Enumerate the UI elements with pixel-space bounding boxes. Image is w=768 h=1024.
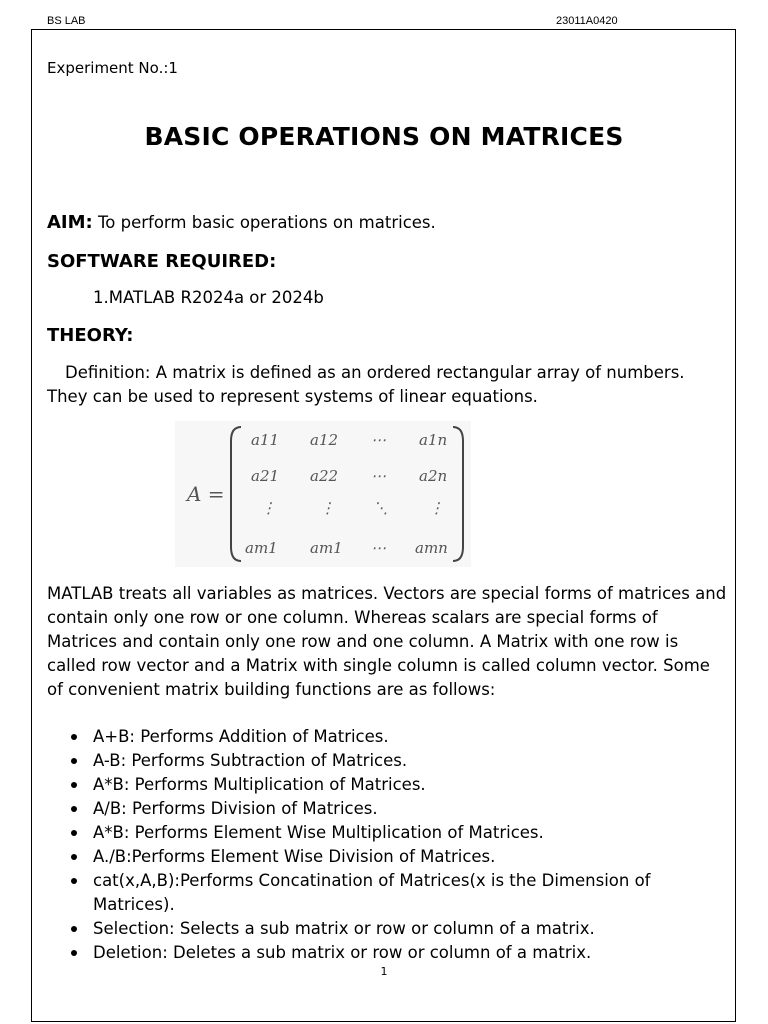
bullet-icon — [71, 878, 77, 884]
matrix-cell: a22 — [310, 467, 339, 485]
list-item — [47, 749, 727, 773]
theory-heading: THEORY: — [47, 325, 134, 346]
matrix-cell: amn — [415, 539, 448, 557]
list-item — [47, 725, 727, 749]
list-item — [47, 869, 727, 917]
matrix-cell: am1 — [310, 539, 343, 557]
matrix-cell: ⋯ — [371, 467, 386, 485]
bullet-icon — [71, 854, 77, 860]
aim-label: AIM: — [47, 212, 93, 233]
matrix-cell: ⋮ — [429, 499, 444, 517]
header-left: BS LAB — [47, 15, 86, 27]
matrix-cell: a2n — [419, 467, 448, 485]
matrix-cell: a21 — [251, 467, 280, 485]
list-item-text: A/B: Performs Division of Matrices. — [93, 799, 378, 818]
bullet-icon — [71, 758, 77, 764]
definition-paragraph: Definition: A matrix is defined as an ordered rectangular array of numbers. They can be used to represent systems of linear equations. — [47, 363, 685, 406]
bullet-icon — [71, 782, 77, 788]
list-item-text: A-B: Performs Subtraction of Matrices. — [93, 751, 408, 770]
bullet-icon — [71, 950, 77, 956]
matrix-cell: a1n — [419, 431, 448, 449]
list-item — [47, 797, 727, 821]
matrix-cell: a12 — [310, 431, 339, 449]
list-item — [47, 773, 727, 797]
bullet-icon — [71, 926, 77, 932]
header-right: 23011A0420 — [556, 15, 618, 27]
list-item-text: Selection: Selects a sub matrix or row or column of a matrix. — [93, 919, 595, 938]
list-item — [47, 845, 727, 869]
matrix-cell: am1 — [245, 539, 278, 557]
bullet-icon — [71, 734, 77, 740]
list-item-text: A./B:Performs Element Wise Division of Matrices. — [93, 847, 496, 866]
matrix-figure — [175, 421, 471, 567]
matrix-cell: ⋯ — [371, 539, 386, 557]
page-number: 1 — [380, 965, 388, 978]
bullet-icon — [71, 830, 77, 836]
matrix-cell: ⋱ — [373, 499, 388, 517]
list-item — [47, 821, 727, 845]
matrix-cell: ⋮ — [320, 499, 335, 517]
matrix-cell: a11 — [251, 431, 280, 449]
list-item-text: cat(x,A,B):Performs Concatination of Matrices(x is the Dimension of Matrices). — [93, 871, 651, 914]
list-item — [47, 917, 727, 941]
software-heading: SOFTWARE REQUIRED: — [47, 251, 277, 272]
list-item-text: A+B: Performs Addition of Matrices. — [93, 727, 389, 746]
list-item-text: A*B: Performs Element Wise Multiplication of Matrices. — [93, 823, 544, 842]
theory-paragraph: MATLAB treats all variables as matrices. Vectors are special forms of matrices and contain only one row or one column. Whereas scalars are special forms of Matrices and contain only one row and one column. A Matrix with one row is called row vector and a Matrix with single column is called column vector. Some of convenient matrix building functions are as follows: — [47, 584, 727, 699]
aim-line — [47, 212, 436, 233]
page-title: BASIC OPERATIONS ON MATRICES — [144, 122, 624, 151]
list-item-text: A*B: Performs Multiplication of Matrices. — [93, 775, 426, 794]
matrix-cell: ⋯ — [371, 431, 386, 449]
matrix-cell: ⋮ — [261, 499, 276, 517]
list-item-text: Deletion: Deletes a sub matrix or row or column of a matrix. — [93, 943, 592, 962]
matrix-lhs: A = — [187, 482, 225, 506]
aim-text: To perform basic operations on matrices. — [92, 213, 436, 232]
list-item — [47, 941, 727, 965]
operations-list — [47, 725, 727, 965]
software-item: 1.MATLAB R2024a or 2024b — [93, 288, 324, 307]
bullet-icon — [71, 806, 77, 812]
experiment-number: Experiment No.:1 — [47, 59, 178, 77]
